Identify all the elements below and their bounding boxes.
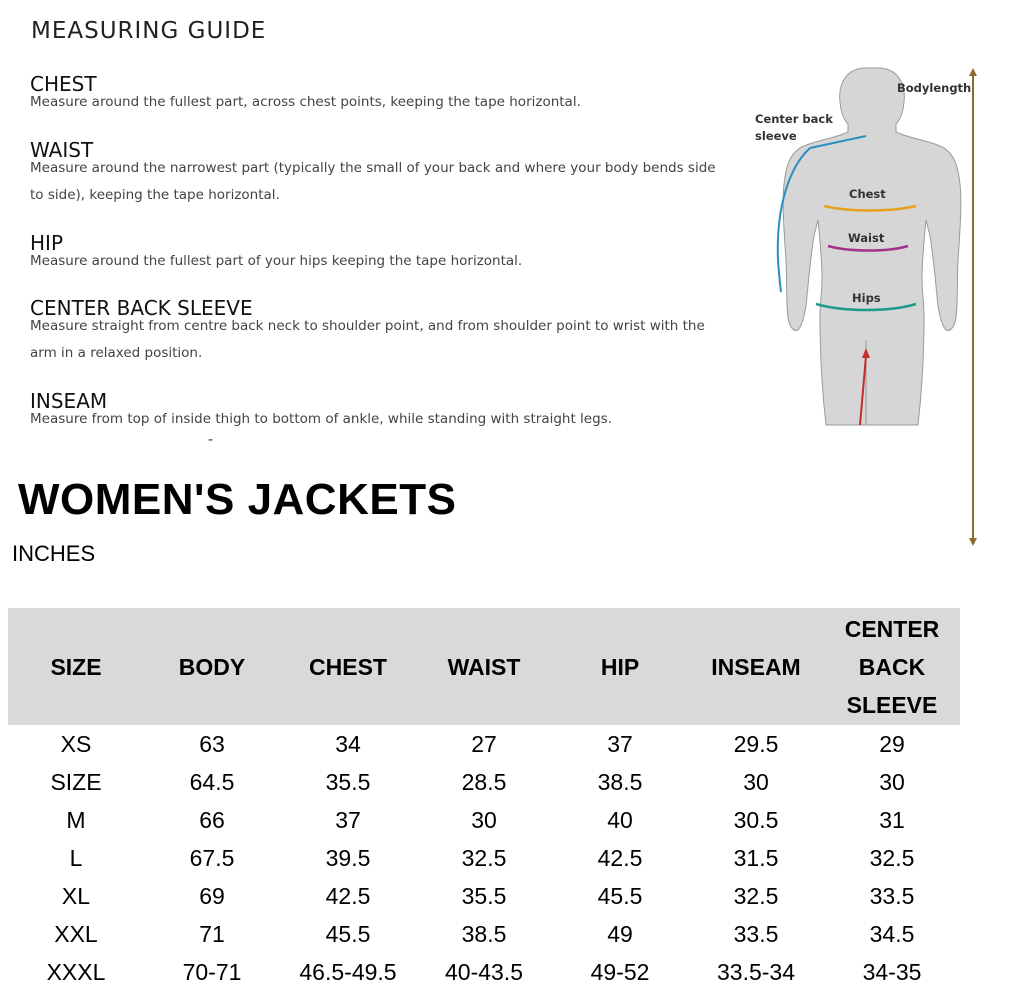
- table-cell: 40-43.5: [444, 958, 523, 985]
- table-cell: 42.5: [325, 882, 371, 909]
- table-cell: 64.5: [189, 768, 235, 795]
- table-row: [8, 953, 960, 991]
- table-cell: 49: [607, 920, 633, 947]
- center-back-sleeve-label: Center back: [755, 112, 833, 126]
- separator-dash: -: [208, 432, 214, 448]
- table-cell: 38.5: [597, 768, 643, 795]
- page-title: WOMEN'S JACKETS: [18, 475, 457, 524]
- table-cell: 67.5: [189, 844, 235, 871]
- table-cell: 29.5: [733, 730, 779, 757]
- bodylength-arrowhead-top: [969, 68, 977, 76]
- guide-title: MEASURING GUIDE: [31, 18, 267, 44]
- bodylength-arrowhead-bottom: [969, 538, 977, 546]
- table-cell: 35.5: [461, 882, 507, 909]
- table-row: [8, 839, 960, 877]
- table-row: [8, 915, 960, 953]
- table-cell: 63: [199, 730, 225, 757]
- table-cell: 34: [335, 730, 361, 757]
- table-cell: 71: [199, 920, 225, 947]
- column-header-body: BODY: [144, 608, 280, 725]
- section-description: Measure around the narrowest part (typically the small of your back and where your body bends side to side), keeping the tape horizontal.: [30, 160, 716, 203]
- section-chest: [30, 73, 730, 116]
- table-cell: 28.5: [461, 768, 507, 795]
- table-row: [8, 725, 960, 763]
- bodylength-label: Bodylength: [897, 81, 972, 95]
- column-header-chest: CHEST: [280, 608, 416, 725]
- table-cell: 33.5: [733, 920, 779, 947]
- table-cell: M: [66, 806, 86, 833]
- table-cell: 45.5: [597, 882, 643, 909]
- table-cell: 40: [607, 806, 633, 833]
- table-cell: XL: [61, 882, 91, 909]
- section-description: Measure around the fullest part of your hips keeping the tape horizontal.: [30, 253, 523, 269]
- size-chart-table: [8, 608, 960, 991]
- table-row: [8, 763, 960, 801]
- table-cell: L: [69, 844, 83, 871]
- table-cell: 34-35: [862, 958, 922, 985]
- table-cell: 39.5: [325, 844, 371, 871]
- chest-label: Chest: [849, 187, 886, 201]
- table-row: [8, 877, 960, 915]
- section-inseam: [30, 390, 730, 433]
- section-heading: CENTER BACK SLEEVE: [30, 296, 253, 320]
- table-cell: 49-52: [590, 958, 650, 985]
- column-header-center-back-sleeve: CENTER BACK SLEEVE: [824, 608, 960, 725]
- table-cell: 33.5: [869, 882, 915, 909]
- table-cell: 32.5: [869, 844, 915, 871]
- table-cell: XXL: [54, 920, 98, 947]
- table-cell: XXXL: [46, 958, 106, 985]
- table-cell: 70-71: [182, 958, 242, 985]
- section-description: Measure straight from centre back neck to shoulder point, and from shoulder point to wrist with the arm in a relaxed position.: [30, 318, 705, 361]
- section-description: Measure from top of inside thigh to bottom of ankle, while standing with straight legs.: [30, 411, 612, 427]
- table-cell: 29: [879, 730, 905, 757]
- section-center-back-sleeve: [30, 297, 730, 367]
- center-back-sleeve-label-2: sleeve: [755, 129, 797, 143]
- table-cell: 69: [199, 882, 225, 909]
- body-measurement-figure: [740, 60, 1011, 550]
- hips-label: Hips: [852, 291, 881, 305]
- units-label: INCHES: [12, 541, 96, 566]
- table-cell: 46.5-49.5: [299, 958, 397, 985]
- table-cell: 42.5: [597, 844, 643, 871]
- table-row: [8, 801, 960, 839]
- table-cell: 30.5: [733, 806, 779, 833]
- table-cell: 27: [471, 730, 497, 757]
- table-cell: 66: [199, 806, 225, 833]
- table-body: [8, 725, 960, 991]
- table-cell: 30: [743, 768, 769, 795]
- section-hip: [30, 232, 730, 275]
- section-description: Measure around the fullest part, across chest points, keeping the tape horizontal.: [30, 94, 581, 110]
- section-waist: [30, 139, 730, 209]
- waist-label: Waist: [848, 231, 885, 245]
- column-header-size: SIZE: [8, 608, 144, 725]
- table-cell: 37: [607, 730, 633, 757]
- section-heading: HIP: [30, 231, 63, 255]
- table-cell: 38.5: [461, 920, 507, 947]
- section-heading: WAIST: [30, 138, 94, 162]
- table-cell: 34.5: [869, 920, 915, 947]
- table-cell: 31.5: [733, 844, 779, 871]
- table-cell: 45.5: [325, 920, 371, 947]
- table-cell: 35.5: [325, 768, 371, 795]
- section-heading: CHEST: [30, 72, 97, 96]
- column-header-inseam: INSEAM: [688, 608, 824, 725]
- table-cell: 33.5-34: [716, 958, 795, 985]
- table-cell: 30: [471, 806, 497, 833]
- section-heading: INSEAM: [30, 389, 108, 413]
- table-header-row: [8, 608, 960, 725]
- table-cell: 31: [879, 806, 905, 833]
- table-cell: SIZE: [50, 768, 102, 795]
- table-cell: 30: [879, 768, 905, 795]
- column-header-waist: WAIST: [416, 608, 552, 725]
- table-cell: 32.5: [733, 882, 779, 909]
- column-header-hip: HIP: [552, 608, 688, 725]
- table-cell: 37: [335, 806, 361, 833]
- table-cell: 32.5: [461, 844, 507, 871]
- table-cell: XS: [60, 730, 92, 757]
